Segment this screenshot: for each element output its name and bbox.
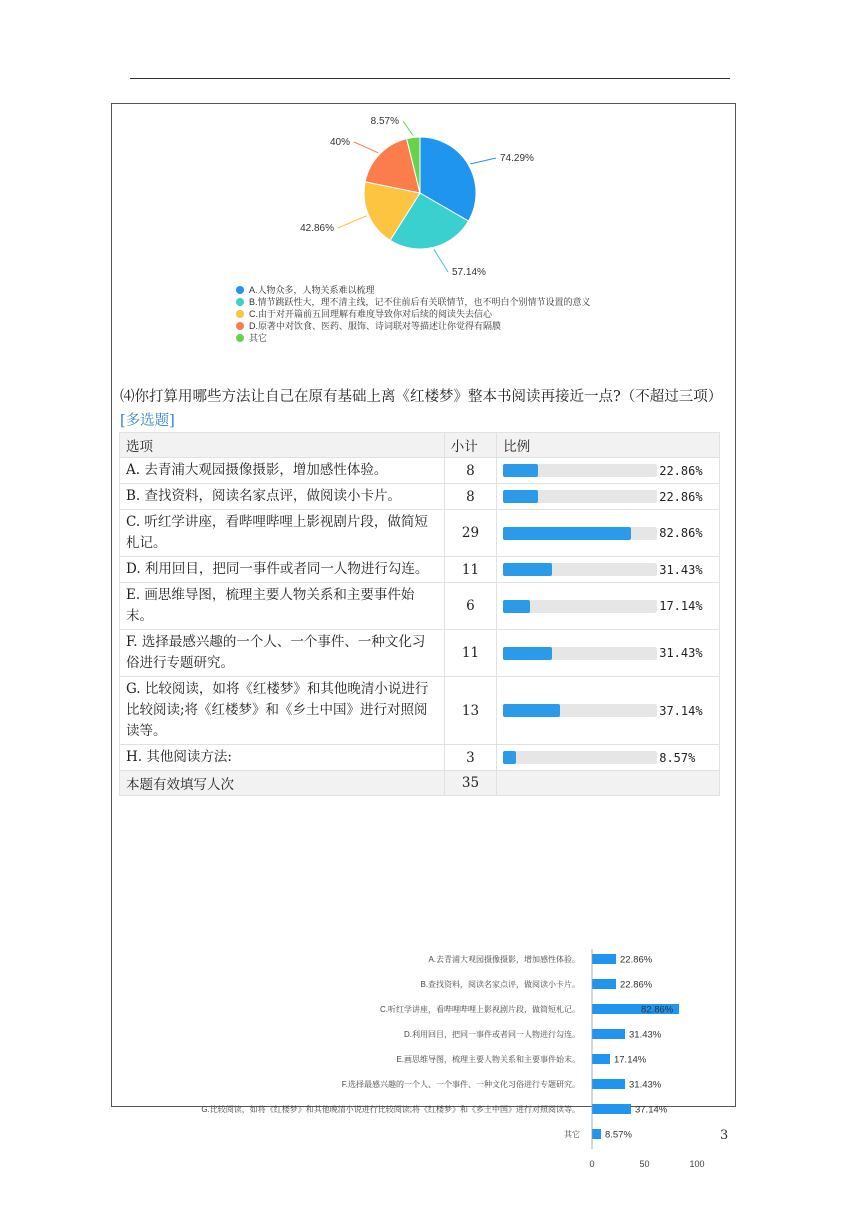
legend-item [236, 308, 591, 320]
table-row [120, 458, 720, 484]
ratio-bar-track [503, 704, 657, 717]
pie-legend [236, 284, 591, 344]
bar-category-label: A.去青浦大观园摄像摄影，增加感性体验。 [428, 955, 580, 964]
bar-category-label: D.利用回目，把同一事件或者同一人物进行勾连。 [404, 1030, 580, 1039]
table-footer-row [120, 771, 720, 796]
bar-value-label: 31.43% [629, 1079, 662, 1091]
option-text: G. 比较阅读，如将《红楼梦》和其他晚清小说进行比较阅读;将《红楼梦》和《乡土中国》进行对照阅读等。 [120, 677, 445, 745]
legend-item [236, 296, 591, 308]
legend-color-dot [236, 322, 244, 330]
bar-category-label: C.听红学讲座，看哔哩哔哩上影视剧片段，做简短札记。 [380, 1005, 580, 1014]
ratio-bar-track [503, 563, 657, 576]
legend-color-dot [236, 298, 244, 306]
bar [592, 1104, 631, 1114]
ratio-bar-fill [503, 464, 538, 477]
header-option: 选项 [120, 433, 445, 458]
pie-slice-label: 57.14% [452, 267, 486, 278]
bar-value-label: 37.14% [634, 1104, 668, 1116]
footer-count: 35 [444, 771, 497, 796]
question-text: ⑷你打算用哪些方法让自己在原有基础上离《红楼梦》整本书阅读再接近一点?（不超过三项） [120, 389, 723, 405]
header-rule [130, 78, 730, 79]
ratio-bar-track [503, 490, 657, 503]
table-row [120, 557, 720, 583]
pie-leader-line [403, 121, 413, 135]
header-count: 小计 [444, 433, 497, 458]
ratio-bar-fill [503, 704, 560, 717]
content-frame [111, 103, 736, 1169]
legend-label: A.人物众多，人物关系难以梳理 [249, 285, 375, 295]
bar [592, 1129, 601, 1139]
ratio-bar-track [503, 751, 657, 764]
pie-slice-label: 40% [329, 137, 350, 148]
pie-leader-line [354, 142, 378, 153]
bar [592, 1054, 610, 1064]
footer-label: 本题有效填写人次 [120, 771, 445, 796]
option-count: 8 [444, 484, 497, 510]
bar-category-label: 其它 [564, 1130, 580, 1139]
legend-item [236, 320, 591, 332]
bar [592, 1079, 625, 1089]
ratio-bar-track [503, 464, 657, 477]
bar-value-label: 22.86% [620, 954, 653, 966]
bar-category-label: F.选择最感兴趣的一个人、一个事件、一种文化习俗进行专题研究。 [341, 1080, 580, 1089]
x-tick-label: 50 [639, 1159, 650, 1169]
legend-color-dot [236, 310, 244, 318]
option-text: B. 查找资料，阅读名家点评，做阅读小卡片。 [120, 484, 445, 510]
option-text: F. 选择最感兴趣的一个人、一个事件、一种文化习俗进行专题研究。 [120, 630, 445, 677]
ratio-cell [497, 745, 720, 771]
ratio-cell [497, 630, 720, 677]
legend-label: B.情节跳跃性大，理不清主线，记不住前后有关联情节，也不明白个别情节设置的意义 [249, 297, 591, 307]
pie-slice-label: 74.29% [500, 153, 534, 164]
pie-leader-line [338, 216, 367, 228]
legend-item [236, 284, 591, 296]
option-count: 11 [444, 630, 497, 677]
bar-value-label: 22.86% [620, 979, 653, 991]
table-row [120, 677, 720, 745]
ratio-bar-fill [503, 600, 529, 613]
ratio-bar-fill [503, 751, 516, 764]
ratio-bar-track [503, 600, 657, 613]
legend-item [236, 332, 591, 344]
legend-label: C.由于对开篇前五回理解有难度导致你对后续的阅读失去信心 [249, 309, 493, 319]
ratio-bar-track [503, 647, 657, 660]
footer-empty [497, 771, 720, 796]
ratio-percent: 22.86% [659, 489, 703, 504]
bar-category-label: G.比较阅读，如将《红楼梦》和其他晚清小说进行比较阅读;将《红楼梦》和《乡土中国》进行对照阅读等。 [201, 1105, 580, 1114]
header-ratio: 比例 [497, 433, 720, 458]
legend-color-dot [236, 334, 244, 342]
x-tick-label: 100 [689, 1159, 705, 1169]
bar-value-label: 31.43% [629, 1029, 662, 1041]
pie-leader-line [470, 158, 496, 164]
ratio-cell [497, 583, 720, 630]
ratio-bar-fill [503, 647, 551, 660]
ratio-cell [497, 458, 720, 484]
ratio-cell [497, 677, 720, 745]
table-row [120, 745, 720, 771]
ratio-percent: 8.57% [659, 750, 696, 765]
x-tick-label: 0 [589, 1159, 595, 1169]
table-row [120, 484, 720, 510]
ratio-bar-fill [503, 563, 551, 576]
bar-chart [112, 844, 737, 1169]
table-row [120, 630, 720, 677]
option-count: 11 [444, 557, 497, 583]
ratio-bar-fill [503, 490, 538, 503]
ratio-percent: 31.43% [659, 562, 703, 577]
page-number: 3 [720, 1128, 729, 1143]
option-text: H. 其他阅读方法: [120, 745, 445, 771]
ratio-bar-track [503, 527, 657, 540]
ratio-percent: 17.14% [659, 599, 703, 613]
ratio-percent: 82.86% [659, 526, 703, 540]
bar-value-label: 17.14% [613, 1054, 647, 1066]
option-text: D. 利用回目，把同一事件或者同一人物进行勾连。 [120, 557, 445, 583]
option-count: 6 [444, 583, 497, 630]
ratio-cell [497, 484, 720, 510]
ratio-percent: 37.14% [659, 703, 703, 718]
table-row [120, 510, 720, 557]
option-count: 13 [444, 677, 497, 745]
table-row [120, 583, 720, 630]
ratio-cell [497, 557, 720, 583]
results-table [119, 432, 720, 796]
table-header-row [120, 433, 720, 458]
option-text: E. 画思维导图，梳理主要人物关系和主要事件始末。 [120, 583, 445, 630]
pie-slice-label: 42.86% [300, 223, 334, 234]
ratio-percent: 22.86% [659, 463, 703, 478]
question-type-tag: [多选题] [120, 413, 175, 429]
option-count: 29 [444, 510, 497, 557]
bar-value-label: 82.86% [641, 1004, 674, 1016]
ratio-cell [497, 510, 720, 557]
pie-leader-line [434, 249, 448, 272]
ratio-bar-fill [503, 527, 631, 540]
legend-label: 其它 [249, 333, 268, 343]
pie-slice-label: 8.57% [370, 116, 399, 127]
ratio-percent: 31.43% [659, 646, 703, 660]
bar-category-label: B.查找资料，阅读名家点评，做阅读小卡片。 [420, 980, 580, 989]
option-text: C. 听红学讲座，看哔哩哔哩上影视剧片段，做简短札记。 [120, 510, 445, 557]
legend-label: D.原著中对饮食、医药、服饰、诗词联对等描述让你觉得有隔膜 [249, 321, 502, 331]
bar [592, 954, 616, 964]
option-text: A. 去青浦大观园摄像摄影，增加感性体验。 [120, 458, 445, 484]
bar-value-label: 8.57% [604, 1129, 632, 1141]
option-count: 3 [444, 745, 497, 771]
bar-category-label: E.画思维导图，梳理主要人物关系和主要事件始末。 [396, 1055, 580, 1064]
legend-color-dot [236, 286, 244, 294]
option-count: 8 [444, 458, 497, 484]
bar [592, 1029, 625, 1039]
bar [592, 979, 616, 989]
